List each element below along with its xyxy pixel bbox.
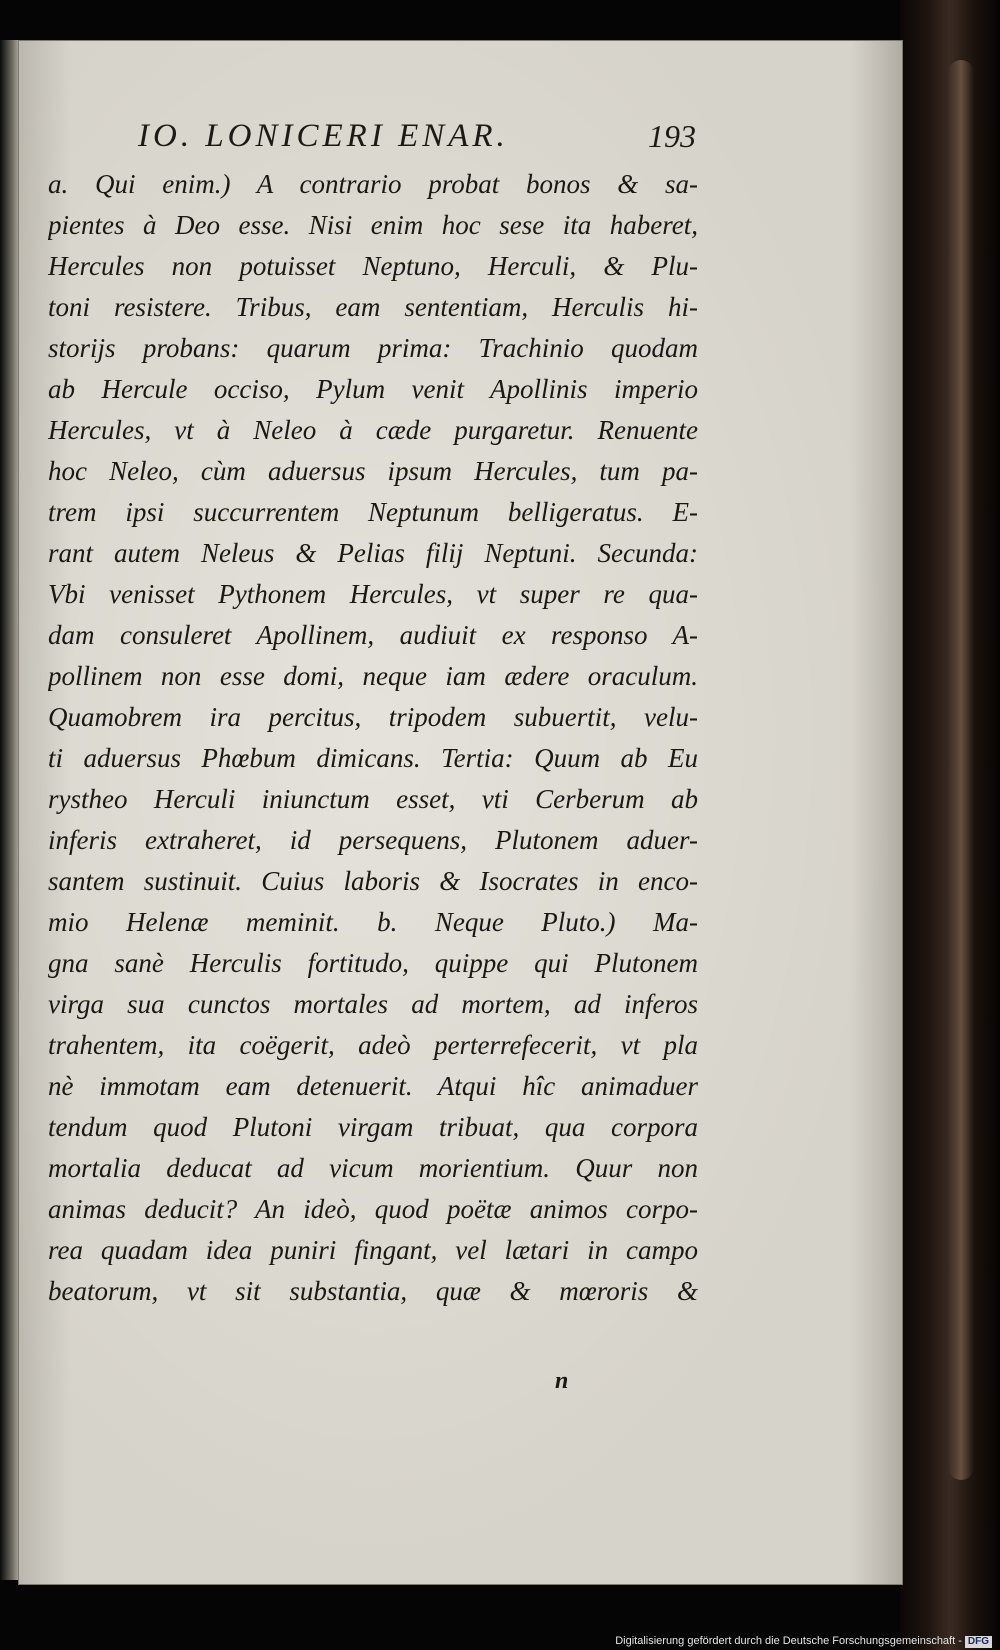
text-line: gna sanè Herculis fortitudo, quippe qui Plutonem — [48, 948, 698, 978]
text-line: virga sua cunctos mortales ad mortem, ad inferos — [48, 989, 698, 1019]
text-line: Hercules, vt à Neleo à cæde purgaretur. Renuente — [48, 415, 698, 445]
text-line: Vbi venisset Pythonem Hercules, vt super re qua- — [48, 579, 698, 609]
text-line: a. Qui enim.) A contrario probat bonos & sa- — [48, 169, 698, 199]
body-text — [48, 164, 698, 1312]
credit-text: Digitalisierung gefördert durch die Deutsche Forschungsgemeinschaft - — [615, 1635, 962, 1647]
text-line: mio Helenæ meminit. b. Neque Pluto.) Ma- — [48, 907, 698, 937]
text-line: hoc Neleo, cùm aduersus ipsum Hercules, tum pa- — [48, 456, 698, 486]
text-line: animas deducit? An ideò, quod poëtæ animos corpo- — [48, 1194, 698, 1224]
dfg-logo-badge: DFG — [965, 1636, 992, 1648]
text-line: inferis extraheret, id persequens, Plutonem aduer- — [48, 825, 698, 855]
text-line: rystheo Herculi iniunctum esset, vti Cerberum ab — [48, 784, 698, 814]
text-line: rant autem Neleus & Pelias filij Neptuni. Secunda: — [48, 538, 698, 568]
text-line: Quamobrem ira percitus, tripodem subuertit, velu- — [48, 702, 698, 732]
text-line: pientes à Deo esse. Nisi enim hoc sese ita haberet, — [48, 210, 698, 240]
spine-highlight — [948, 60, 974, 1480]
running-head: IO. LONICERI ENAR. — [138, 118, 509, 154]
signature-mark: n — [555, 1368, 569, 1394]
text-line: nè immotam eam detenuerit. Atqui hîc animaduer — [48, 1071, 698, 1101]
text-line: ti aduersus Phœbum dimicans. Tertia: Quum ab Eu — [48, 743, 698, 773]
text-line: Hercules non potuisset Neptuno, Herculi, & Plu- — [48, 251, 698, 281]
text-line: mortalia deducat ad vicum morientium. Quur non — [48, 1153, 698, 1183]
book-page — [18, 40, 903, 1585]
text-line: storijs probans: quarum prima: Trachinio quodam — [48, 333, 698, 363]
previous-page-edge — [0, 40, 20, 1580]
digitization-credit — [615, 1635, 992, 1648]
text-line: pollinem non esse domi, neque iam ædere oraculum. — [48, 661, 698, 691]
page-header — [106, 118, 696, 164]
text-line: trahentem, ita coëgerit, adeò perterrefecerit, vt pla — [48, 1030, 698, 1060]
text-line: beatorum, vt sit substantia, quæ & mœroris & — [48, 1276, 698, 1306]
page-number: 193 — [648, 118, 696, 154]
text-line: toni resistere. Tribus, eam sententiam, Herculis hi- — [48, 292, 698, 322]
text-line: ab Hercule occiso, Pylum venit Apollinis imperio — [48, 374, 698, 404]
text-line: trem ipsi succurrentem Neptunum belligeratus. E- — [48, 497, 698, 527]
text-line: dam consuleret Apollinem, audiuit ex responso A- — [48, 620, 698, 650]
text-line: tendum quod Plutoni virgam tribuat, qua corpora — [48, 1112, 698, 1142]
text-line: rea quadam idea puniri fingant, vel lætari in campo — [48, 1235, 698, 1265]
text-line: santem sustinuit. Cuius laboris & Isocrates in enco- — [48, 866, 698, 896]
